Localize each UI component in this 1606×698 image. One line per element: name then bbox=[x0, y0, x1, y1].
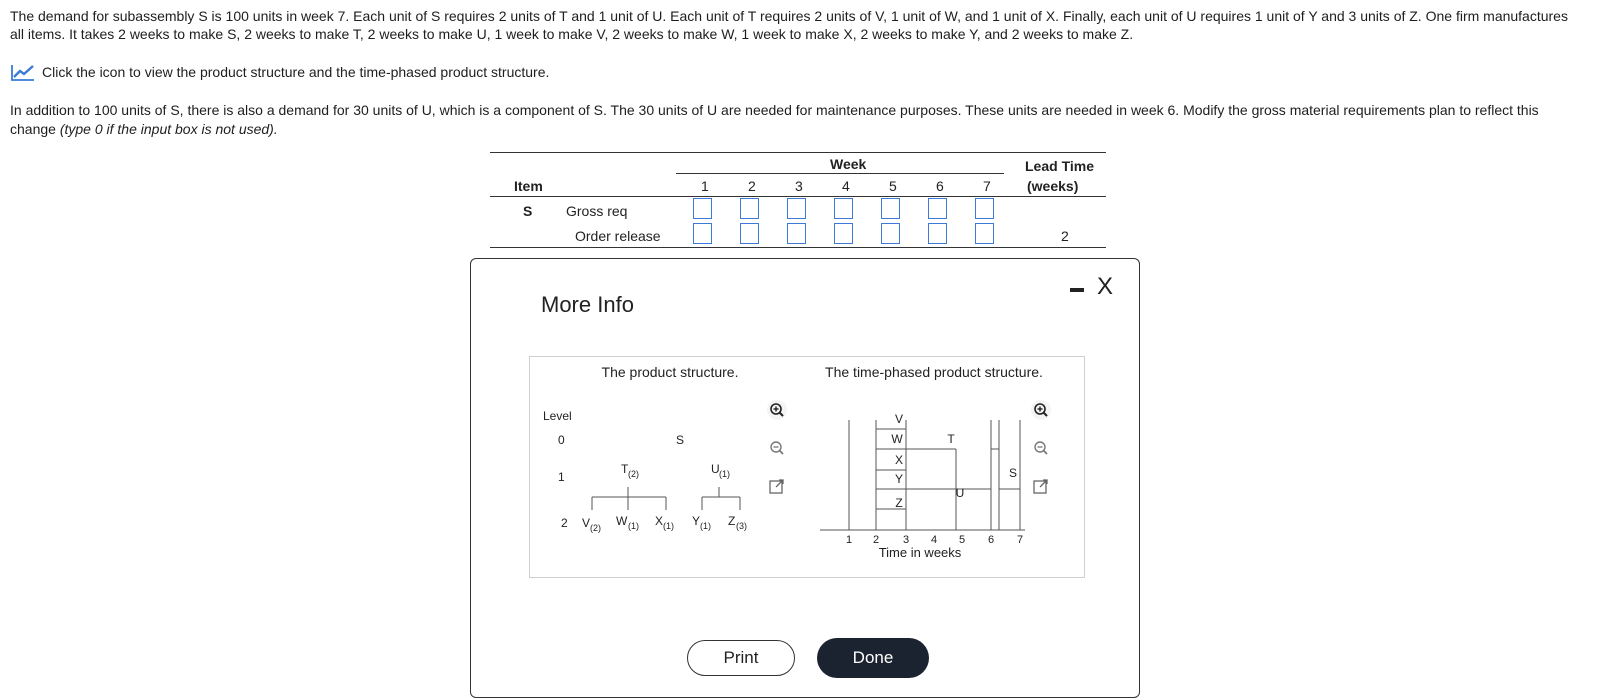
order-release-week-2[interactable] bbox=[740, 223, 759, 244]
tp-v: V bbox=[894, 412, 904, 426]
tp-y: Y bbox=[894, 472, 904, 486]
week-header: Week bbox=[830, 156, 867, 172]
header-rule bbox=[490, 196, 1106, 197]
order-release-week-3[interactable] bbox=[787, 223, 806, 244]
tp-w: W bbox=[891, 432, 903, 446]
expand-icon-right[interactable] bbox=[1030, 475, 1052, 497]
gross-req-week-2[interactable] bbox=[740, 198, 759, 219]
node-v-qty: (2) bbox=[590, 523, 601, 533]
order-release-week-5[interactable] bbox=[881, 223, 900, 244]
tree-lines-t bbox=[592, 487, 740, 510]
order-release-week-7[interactable] bbox=[975, 223, 994, 244]
gross-req-week-4[interactable] bbox=[834, 198, 853, 219]
node-w: W bbox=[616, 514, 628, 528]
tp-axis-label: Time in weeks bbox=[878, 545, 962, 560]
node-z-qty: (3) bbox=[736, 521, 747, 531]
node-v: V bbox=[582, 516, 591, 530]
gross-req-label: Gross req bbox=[566, 203, 628, 219]
tp-tick-4: 4 bbox=[930, 534, 938, 546]
week-col-3: 3 bbox=[795, 178, 803, 194]
chart-icon[interactable] bbox=[10, 62, 36, 82]
gross-req-week-6[interactable] bbox=[928, 198, 947, 219]
tp-tick-7: 7 bbox=[1016, 534, 1024, 546]
done-button[interactable]: Done bbox=[817, 638, 929, 678]
zoom-in-icon[interactable] bbox=[766, 399, 788, 421]
node-u-qty: (1) bbox=[719, 469, 730, 479]
level-2: 2 bbox=[561, 516, 568, 530]
order-release-week-1[interactable] bbox=[693, 223, 712, 244]
product-structure-title: The product structure. bbox=[601, 364, 739, 380]
item-header: Item bbox=[514, 178, 543, 194]
tp-z: Z bbox=[895, 496, 903, 510]
dialog-title: More Info bbox=[541, 292, 634, 317]
node-t: T bbox=[621, 462, 629, 476]
zoom-out-icon-right[interactable] bbox=[1030, 437, 1052, 459]
level-label: Level bbox=[543, 409, 572, 423]
lead-time-units: (weeks) bbox=[1027, 178, 1079, 194]
level-1: 1 bbox=[558, 470, 565, 484]
order-release-label: Order release bbox=[575, 228, 661, 244]
gross-req-week-1[interactable] bbox=[693, 198, 712, 219]
tp-tick-2: 2 bbox=[872, 534, 880, 546]
node-s: S bbox=[675, 433, 685, 447]
lead-time-value: 2 bbox=[1061, 228, 1069, 244]
node-x: X bbox=[655, 514, 664, 528]
table-top-rule bbox=[490, 152, 1106, 153]
tp-tick-3: 3 bbox=[902, 534, 910, 546]
chart-link[interactable] bbox=[10, 62, 549, 82]
tp-u: U bbox=[955, 486, 965, 500]
product-structure-diagram bbox=[530, 357, 1086, 579]
level-0: 0 bbox=[558, 433, 565, 447]
time-phased-lines bbox=[820, 420, 1025, 530]
node-y-qty: (1) bbox=[700, 521, 711, 531]
time-phased-title: The time-phased product structure. bbox=[825, 364, 1043, 380]
tp-t: T bbox=[947, 432, 955, 446]
week-col-6: 6 bbox=[936, 178, 944, 194]
week-col-4: 4 bbox=[842, 178, 850, 194]
tp-tick-1: 1 bbox=[845, 534, 853, 546]
node-w-qty: (1) bbox=[628, 521, 639, 531]
order-release-week-4[interactable] bbox=[834, 223, 853, 244]
zoom-out-icon[interactable] bbox=[766, 437, 788, 459]
addition-note: (type 0 if the input box is not used). bbox=[59, 121, 278, 137]
week-col-5: 5 bbox=[889, 178, 897, 194]
expand-icon[interactable] bbox=[766, 475, 788, 497]
problem-statement: The demand for subassembly S is 100 units in week 7. Each unit of S requires 2 units of T and 1 unit of U. Each unit of T requires 2 units of V, 1 unit of W, and 1 unit of X. Finally, each unit of U requires 1 unit of Y and 3 units of Z. One firm manufactures all items. It takes 2 weeks to make S, 2 weeks to make T, 2 weeks to make U, 1 week to make V, 2 weeks to make W, 1 week to make X, 2 weeks to make Y, and 2 weeks to make Z. bbox=[10, 8, 1568, 42]
node-u: U bbox=[711, 462, 720, 476]
order-release-week-6[interactable] bbox=[928, 223, 947, 244]
addition-text: In addition to 100 units of S, there is also a demand for 30 units of U, which is a component of S. The 30 units of U are needed for maintenance purposes. These units are needed in week 6. Modify the gross material requirements plan to reflect this change bbox=[10, 102, 1539, 137]
chart-link-label: Click the icon to view the product structure and the time-phased product structure. bbox=[42, 64, 550, 80]
close-button[interactable]: X bbox=[1096, 273, 1113, 300]
mrp-table bbox=[490, 152, 1106, 248]
gross-req-week-7[interactable] bbox=[975, 198, 994, 219]
node-t-qty: (2) bbox=[628, 469, 639, 479]
week-col-7: 7 bbox=[983, 178, 991, 194]
tp-tick-6: 6 bbox=[987, 534, 995, 546]
item-s: S bbox=[523, 203, 533, 219]
tp-tick-5: 5 bbox=[958, 534, 966, 546]
gross-req-week-3[interactable] bbox=[787, 198, 806, 219]
node-x-qty: (1) bbox=[663, 521, 674, 531]
week-col-2: 2 bbox=[748, 178, 756, 194]
tp-s: S bbox=[1008, 466, 1018, 480]
print-button[interactable]: Print bbox=[687, 640, 795, 676]
week-col-1: 1 bbox=[701, 178, 709, 194]
lead-time-header: Lead Time bbox=[1025, 158, 1094, 174]
node-z: Z bbox=[728, 514, 736, 528]
gross-req-week-5[interactable] bbox=[881, 198, 900, 219]
week-rule bbox=[676, 173, 1004, 174]
more-info-dialog bbox=[470, 258, 1140, 698]
tp-x: X bbox=[894, 453, 904, 467]
figure-panel bbox=[529, 356, 1085, 578]
zoom-in-icon-right[interactable] bbox=[1030, 399, 1052, 421]
addition-statement bbox=[10, 101, 1570, 139]
table-bottom-rule bbox=[490, 247, 1106, 248]
node-y: Y bbox=[692, 514, 701, 528]
minimize-button[interactable] bbox=[1067, 277, 1087, 297]
